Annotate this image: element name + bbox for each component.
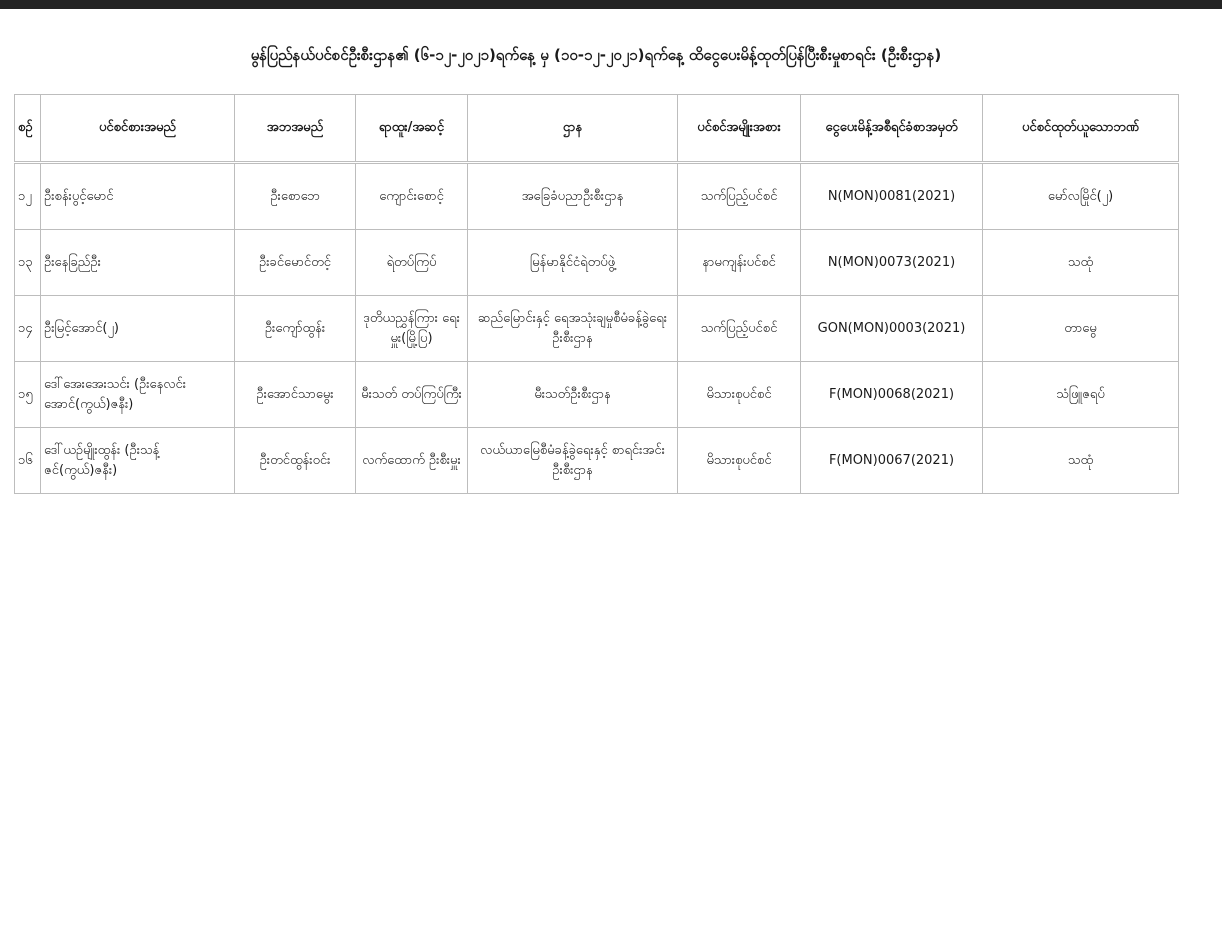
cell-treasury: သံဖြူဇရပ် [983, 362, 1179, 428]
cell-treasury: သထုံ [983, 230, 1179, 296]
cell-rank: ဒုတိယညွှန်ကြား ရေးမှူး(မြို့ပြ) [356, 296, 468, 362]
pension-register-table [14, 94, 1179, 494]
header-pensioner-name: ပင်စင်စားအမည် [41, 95, 235, 163]
cell-father-name: ဦးခင်မောင်တင့် [235, 230, 356, 296]
cell-rank: ကျောင်းစောင့် [356, 163, 468, 230]
cell-order-number: F(MON)0067(2021) [801, 428, 983, 494]
cell-department: လယ်ယာမြေစီမံခန့်ခွဲရေးနှင့် စာရင်းအင်းဦးစီးဌာန [468, 428, 678, 494]
header-row [15, 95, 1179, 163]
cell-pensioner-name: ဦးစန်းပွင့်မောင် [41, 163, 235, 230]
document-title: မွန်ပြည်နယ်ပင်စင်ဦးစီးဌာန၏ (၆-၁၂-၂၀၂၁)ရက်နေ့ မှ (၁၀-၁၂-၂၀၂၁)ရက်နေ့ ထိငွေပေးမိန့်ထုတ်ပြန်ပြီးစီးမှုစာရင်း (ဦးစီးဌာန) [250, 46, 942, 64]
cell-no: ၁၂ [15, 163, 41, 230]
cell-pensioner-name: ဒေါ်ယဉ်မျိုးထွန်း (ဦးသန့်ဇင်(ကွယ်)ဇနီး) [41, 428, 235, 494]
cell-pension-type: သက်ပြည့်ပင်စင် [678, 163, 801, 230]
table-row [15, 362, 1179, 428]
header-department: ဌာန [468, 95, 678, 163]
cell-department: ဆည်မြောင်းနှင့် ရေအသုံးချမှုစီမံခန့်ခွဲရေးဦးစီးဌာန [468, 296, 678, 362]
cell-pension-type: မိသားစုပင်စင် [678, 428, 801, 494]
cell-rank: မီးသတ် တပ်ကြပ်ကြီး [356, 362, 468, 428]
cell-pension-type: သက်ပြည့်ပင်စင် [678, 296, 801, 362]
header-order-number: ငွေပေးမိန့်အစီရင်ခံစာအမှတ် [801, 95, 983, 163]
table-row [15, 296, 1179, 362]
cell-no: ၁၃ [15, 230, 41, 296]
cell-department: မီးသတ်ဦးစီးဌာန [468, 362, 678, 428]
top-bar [0, 0, 1222, 9]
cell-treasury: တာမွေ [983, 296, 1179, 362]
header-father-name: အဘအမည် [235, 95, 356, 163]
cell-father-name: ဦးအောင်သာမွေး [235, 362, 356, 428]
header-pension-type: ပင်စင်အမျိုးအစား [678, 95, 801, 163]
cell-rank: လက်ထောက် ဦးစီးမှူး [356, 428, 468, 494]
table-row [15, 428, 1179, 494]
cell-father-name: ဦးကျော်ထွန်း [235, 296, 356, 362]
cell-no: ၁၄ [15, 296, 41, 362]
cell-order-number: GON(MON)0003(2021) [801, 296, 983, 362]
cell-department: မြန်မာနိုင်ငံရဲတပ်ဖွဲ့ [468, 230, 678, 296]
table-row [15, 163, 1179, 230]
cell-treasury: မော်လမြိုင်(၂) [983, 163, 1179, 230]
cell-father-name: ဦးစောဘေ [235, 163, 356, 230]
cell-father-name: ဦးတင်ထွန်းဝင်း [235, 428, 356, 494]
cell-pensioner-name: ဦးနေခြည်ဦး [41, 230, 235, 296]
cell-order-number: N(MON)0073(2021) [801, 230, 983, 296]
cell-department: အခြေခံပညာဦးစီးဌာန [468, 163, 678, 230]
cell-pension-type: မိသားစုပင်စင် [678, 362, 801, 428]
cell-order-number: F(MON)0068(2021) [801, 362, 983, 428]
cell-treasury: သထုံ [983, 428, 1179, 494]
header-rank: ရာထူး/အဆင့် [356, 95, 468, 163]
header-treasury: ပင်စင်ထုတ်ယူသောဘဏ် [983, 95, 1179, 163]
cell-pension-type: နာမကျန်းပင်စင် [678, 230, 801, 296]
cell-pensioner-name: ဦးမြင့်အောင်(၂) [41, 296, 235, 362]
cell-no: ၁၅ [15, 362, 41, 428]
header-no: စဉ် [15, 95, 41, 163]
table-row [15, 230, 1179, 296]
cell-rank: ရဲတပ်ကြပ် [356, 230, 468, 296]
cell-pensioner-name: ဒေါ်အေးအေးသင်း (ဦးနေလင်းအောင်(ကွယ်)ဇနီး) [41, 362, 235, 428]
cell-no: ၁၆ [15, 428, 41, 494]
cell-order-number: N(MON)0081(2021) [801, 163, 983, 230]
